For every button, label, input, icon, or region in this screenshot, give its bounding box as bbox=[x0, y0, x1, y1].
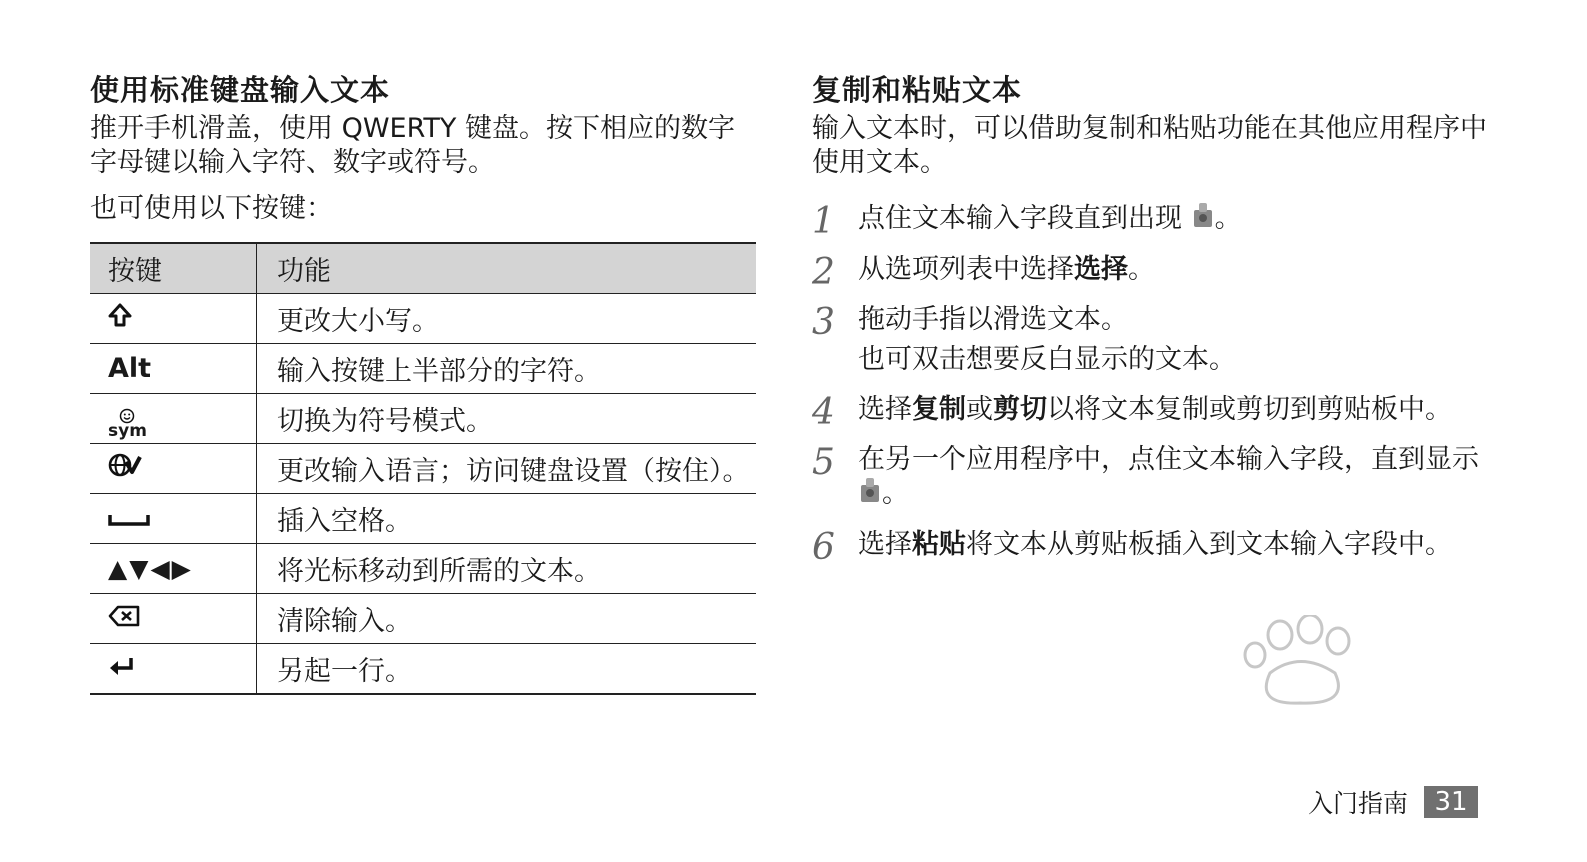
table-row bbox=[90, 394, 756, 444]
keyboard-intro: 推开手机滑盖，使用 QWERTY 键盘。按下相应的数字字母键以输入字符、数字或符号。 bbox=[90, 113, 735, 178]
step-item bbox=[812, 443, 1492, 512]
table-row bbox=[90, 644, 756, 695]
key-cell bbox=[90, 444, 257, 494]
step-emphasis: 粘贴 bbox=[912, 529, 966, 560]
function-cell: 更改大小写。 bbox=[257, 294, 757, 344]
step-text-end: 以将文本复制或剪切到剪贴板中。 bbox=[1047, 394, 1452, 425]
key-cell bbox=[90, 644, 257, 695]
table-row bbox=[90, 294, 756, 344]
arrow-keys-icon: ▲▼◀▶ bbox=[108, 554, 193, 583]
step-item bbox=[812, 303, 1492, 377]
text-cursor-icon bbox=[860, 477, 880, 512]
step-item bbox=[812, 252, 1492, 293]
step-item bbox=[812, 201, 1492, 242]
space-icon bbox=[108, 513, 150, 527]
text-cursor-icon bbox=[1193, 202, 1213, 237]
backspace-icon bbox=[108, 605, 140, 627]
footer-section-label: 入门指南 bbox=[1308, 789, 1409, 818]
copy-paste-intro: 输入文本时，可以借助复制和粘贴功能在其他应用程序中使用文本。 bbox=[812, 113, 1487, 178]
step-number: 5 bbox=[812, 442, 835, 483]
language-settings-icon bbox=[108, 452, 142, 478]
key-cell bbox=[90, 594, 257, 644]
key-cell bbox=[90, 544, 257, 594]
function-cell: 另起一行。 bbox=[257, 644, 757, 695]
step-text: 在另一个应用程序中，点住文本输入字段，直到显示 bbox=[858, 444, 1479, 475]
function-cell: 插入空格。 bbox=[257, 494, 757, 544]
function-cell: 切换为符号模式。 bbox=[257, 394, 757, 444]
step-number: 2 bbox=[812, 252, 835, 293]
step-number: 4 bbox=[812, 392, 835, 433]
keys-lead-in: 也可使用以下按键： bbox=[90, 193, 333, 224]
table-row bbox=[90, 544, 756, 594]
section-heading-keyboard: 使用标准键盘输入文本 bbox=[90, 73, 391, 107]
step-list bbox=[812, 201, 1492, 568]
left-column bbox=[90, 70, 758, 695]
page-footer bbox=[1308, 784, 1478, 820]
key-cell bbox=[90, 494, 257, 544]
step-text-end: 将文本从剪贴板插入到文本输入字段中。 bbox=[966, 529, 1452, 560]
sym-icon bbox=[108, 408, 147, 441]
step-text-end: 。 bbox=[1214, 203, 1242, 234]
page-number: 31 bbox=[1424, 786, 1478, 818]
enter-icon bbox=[108, 655, 136, 677]
step-number: 6 bbox=[812, 527, 835, 568]
baidu-watermark bbox=[1110, 615, 1470, 785]
step-text: 点住文本输入字段直到出现 bbox=[858, 203, 1191, 234]
key-cell bbox=[90, 344, 257, 394]
alt-key-label: Alt bbox=[108, 353, 152, 384]
step-subtext: 也可双击想要反白显示的文本。 bbox=[858, 344, 1236, 375]
step-emphasis: 复制 bbox=[912, 394, 966, 425]
key-cell bbox=[90, 294, 257, 344]
step-item bbox=[812, 392, 1492, 433]
step-text: 从选项列表中选择 bbox=[858, 254, 1074, 285]
table-row bbox=[90, 344, 756, 394]
step-text: 拖动手指以滑选文本。 bbox=[858, 304, 1128, 335]
table-row bbox=[90, 444, 756, 494]
step-text-end: 。 bbox=[1128, 254, 1155, 285]
step-item bbox=[812, 527, 1492, 568]
header-function: 功能 bbox=[257, 243, 757, 294]
step-number: 3 bbox=[812, 302, 835, 343]
function-cell: 清除输入。 bbox=[257, 594, 757, 644]
function-cell: 输入按键上半部分的字符。 bbox=[257, 344, 757, 394]
table-header-row bbox=[90, 243, 756, 294]
step-number: 1 bbox=[812, 201, 835, 242]
step-text: 选择 bbox=[858, 394, 912, 425]
key-cell bbox=[90, 394, 257, 444]
step-emphasis: 选择 bbox=[1074, 254, 1128, 285]
step-emphasis-2: 剪切 bbox=[993, 394, 1047, 425]
right-column bbox=[812, 70, 1492, 578]
step-text: 选择 bbox=[858, 529, 912, 560]
function-cell: 更改输入语言；访问键盘设置（按住）。 bbox=[257, 444, 757, 494]
header-key: 按键 bbox=[90, 243, 257, 294]
table-row bbox=[90, 494, 756, 544]
sym-label: sym bbox=[108, 420, 147, 441]
key-function-table bbox=[90, 242, 756, 695]
step-text-mid: 或 bbox=[966, 394, 993, 425]
function-cell: 将光标移动到所需的文本。 bbox=[257, 544, 757, 594]
shift-icon bbox=[108, 303, 132, 327]
table-row bbox=[90, 594, 756, 644]
step-text-end: 。 bbox=[882, 478, 909, 509]
section-heading-copy-paste: 复制和粘贴文本 bbox=[812, 73, 1023, 107]
